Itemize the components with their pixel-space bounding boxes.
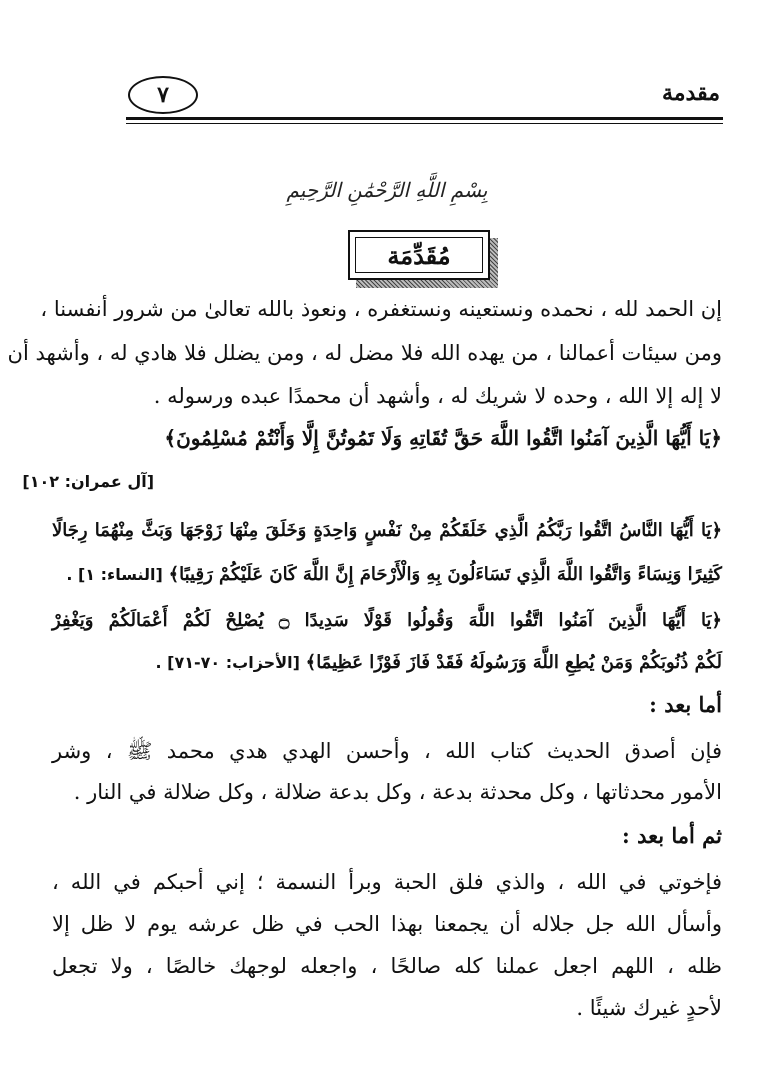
header-rule-thin bbox=[126, 123, 723, 124]
quran-verse: ﴿يَا أَيُّهَا النَّاسُ اتَّقُوا رَبَّكُمُ الَّذِي خَلَقَكُمْ مِنْ نَفْسٍ وَاحِدَةٍ وَخَلَقَ مِنْهَا زَوْجَهَا وَبَثَّ مِنْهُمَا رِجَالًا bbox=[52, 520, 722, 541]
paragraph-line: وأسأل الله جل جلاله أن يجمعنا بهذا الحب في ظل عرشه يوم لا ظل إلا bbox=[52, 912, 722, 936]
chapter-title: مُقَدِّمَة bbox=[355, 237, 483, 273]
quran-verse-line bbox=[66, 564, 722, 585]
quran-verse: لَكُمْ ذُنُوبَكُمْ وَمَنْ يُطِعِ اللَّهَ وَرَسُولَهُ فَقَدْ فَازَ فَوْزًا عَظِيمًا﴾ bbox=[305, 652, 722, 673]
paragraph-line: الأمور محدثاتها ، وكل محدثة بدعة ، وكل بدعة ضلالة ، وكل ضلالة في النار . bbox=[73, 780, 722, 804]
verse-reference: [الأحزاب: ٧٠-٧١] . bbox=[155, 653, 300, 672]
quran-verse-line bbox=[156, 652, 723, 673]
paragraph-line: ظله ، اللهم اجعل عملنا كله صالحًا ، واجعله لوجهك خالصًا ، ولا تجعل bbox=[52, 954, 722, 978]
section-heading: أما بعد : bbox=[649, 692, 722, 717]
chapter-title-box bbox=[348, 230, 498, 288]
quran-verse: ﴿يَا أَيُّهَا الَّذِينَ آمَنُوا اتَّقُوا اللَّهَ حَقَّ تُقَاتِهِ وَلَا تَمُوتُنَّ إِلَّا وَأَنْتُمْ مُسْلِمُونَ﴾ bbox=[164, 426, 722, 450]
basmala: بِسْمِ اللَّهِ الرَّحْمَٰنِ الرَّحِيمِ bbox=[286, 178, 488, 202]
verse-reference: [النساء: ١] . bbox=[66, 565, 163, 584]
title-frame bbox=[348, 230, 490, 280]
quran-verse: كَثِيرًا وَنِسَاءً وَاتَّقُوا اللَّهَ الَّذِي تَسَاءَلُونَ بِهِ وَالْأَرْحَامَ إِنَّ اللَّهَ كَانَ عَلَيْكُمْ رَقِيبًا﴾ bbox=[168, 564, 722, 585]
header-rule-thick bbox=[126, 117, 723, 120]
paragraph-line: لا إله إلا الله ، وحده لا شريك له ، وأشهد أن محمدًا عبده ورسوله . bbox=[153, 384, 722, 408]
page-header bbox=[126, 72, 720, 116]
paragraph-line: فإخوتي في الله ، والذي فلق الحبة وبرأ النسمة ؛ إني أحبكم في الله ، bbox=[52, 870, 722, 894]
paragraph-line: فإن أصدق الحديث كتاب الله ، وأحسن الهدي هدي محمد ﷺ ، وشر bbox=[52, 739, 722, 763]
paragraph-line: إن الحمد لله ، نحمده ونستعينه ونستغفره ، ونعوذ بالله تعالىٰ من شرور أنفسنا ، bbox=[40, 297, 722, 321]
paragraph-line: ومن سيئات أعمالنا ، من يهده الله فلا مضل له ، ومن يضلل فلا هادي له ، وأشهد أن bbox=[7, 341, 722, 365]
page-number: ٧ bbox=[128, 76, 198, 114]
section-heading: ثم أما بعد : bbox=[622, 823, 722, 848]
quran-verse: ﴿يَا أَيُّهَا الَّذِينَ آمَنُوا اتَّقُوا اللَّهَ وَقُولُوا قَوْلًا سَدِيدًا ۝ يُصْلِحْ لَكُمْ أَعْمَالَكُمْ وَيَغْفِرْ bbox=[52, 610, 722, 631]
running-title: مقدمة bbox=[661, 80, 720, 106]
paragraph-line: لأحدٍ غيرك شيئًا . bbox=[576, 996, 722, 1020]
verse-reference: [آل عمران: ١٠٢] bbox=[22, 472, 154, 491]
